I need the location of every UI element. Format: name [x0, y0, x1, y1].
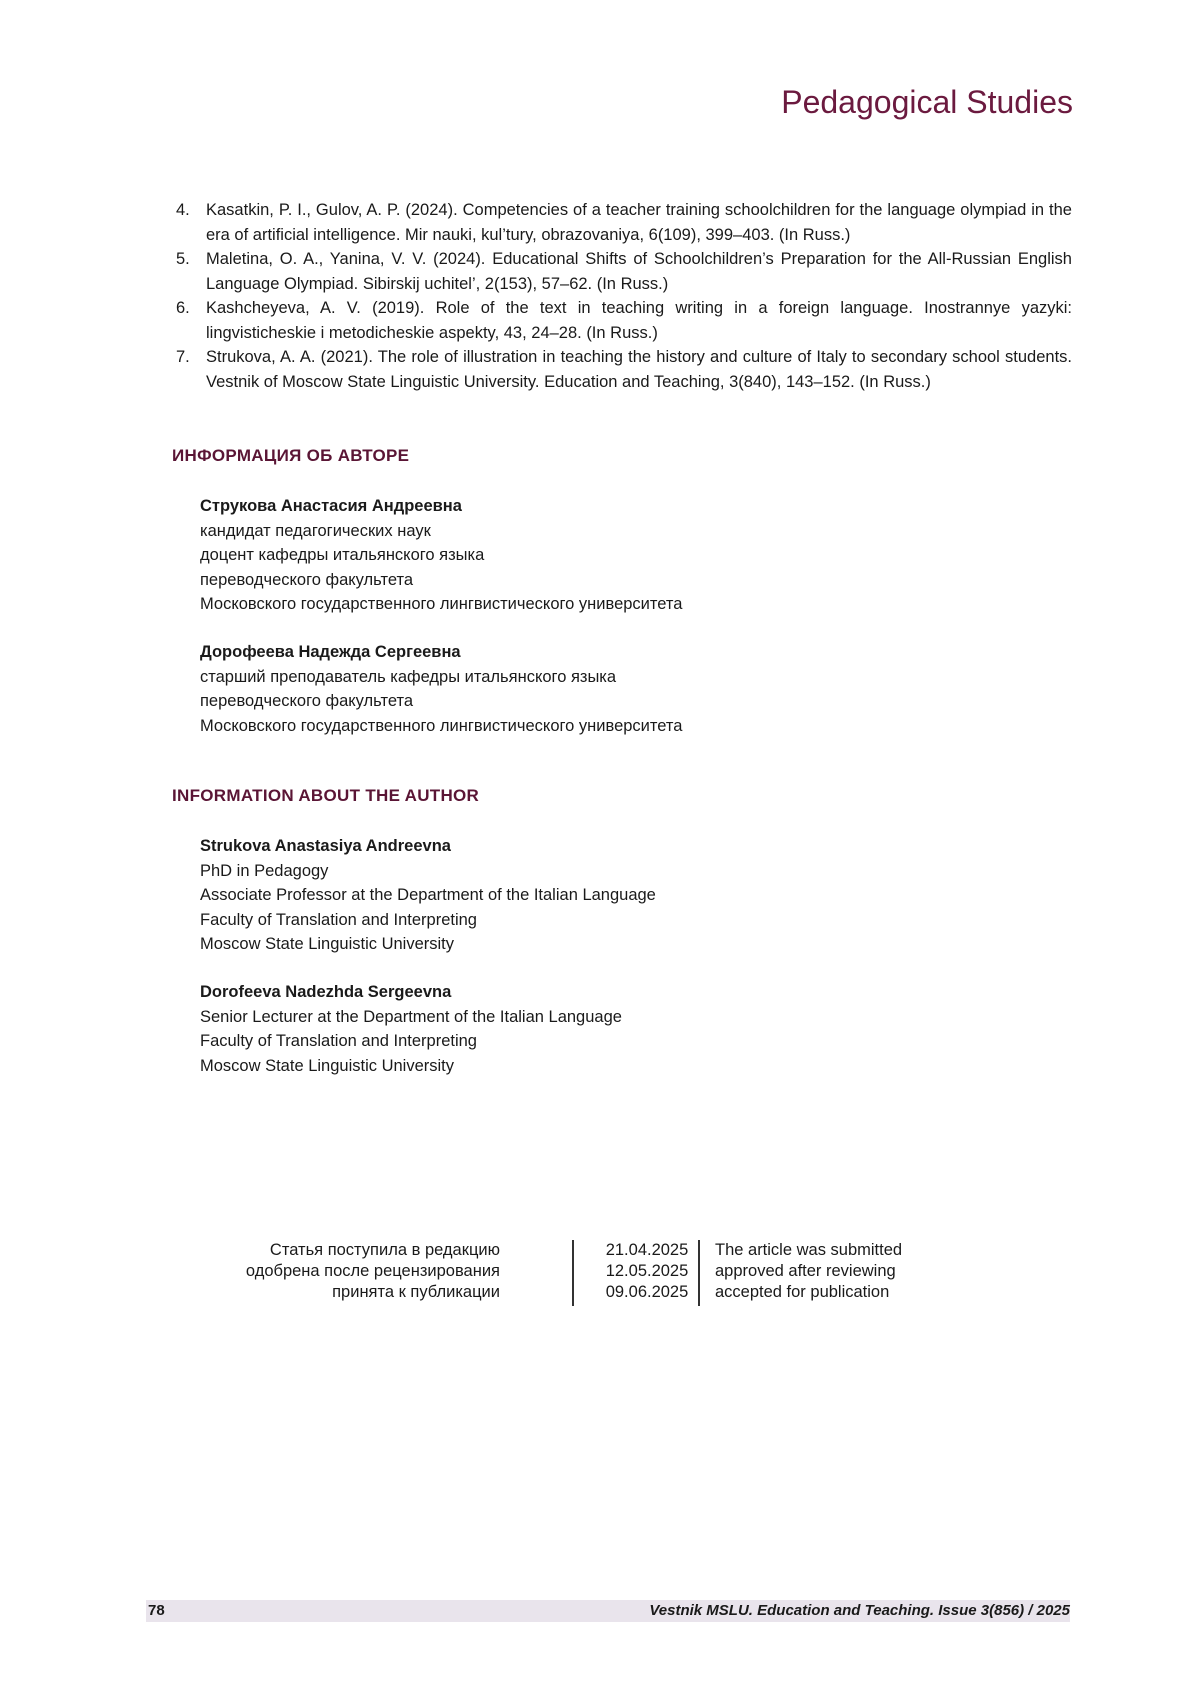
author-line: Московского государственного лингвистического университета — [200, 595, 683, 613]
author-name: Strukova Anastasiya Andreevna — [200, 837, 451, 855]
dates-ru-labels: Статья поступила в редакцию одобрена после рецензирования принята к публикации — [245, 1241, 500, 1301]
en-author-heading: INFORMATION ABOUT THE AUTHOR — [172, 786, 480, 805]
dates-separator — [572, 1240, 574, 1306]
author-line: старший преподаватель кафедры итальянского языка — [200, 667, 617, 686]
en-author-1 — [200, 834, 656, 957]
author-line: доцент кафедры итальянского языка — [200, 546, 485, 564]
ru-author-1 — [200, 494, 682, 617]
page-number: 78 — [148, 1602, 165, 1619]
author-name: Dorofeeva Nadezhda Sergeevna — [200, 983, 452, 1001]
author-line: Московского государственного лингвистического университета — [200, 716, 683, 735]
reference-item: 5. Maletina, O. A., Yanina, V. V. (2024). Educational Shifts of Schoolchildren’s Preparation for the All-Russian English Language Olympiad. Sibirskij uchitel’, 2(153), 57–62. (In Russ.) — [176, 250, 1072, 293]
dates-values: 21.04.2025 12.05.2025 09.06.2025 — [605, 1241, 689, 1301]
author-line: Associate Professor at the Department of the Italian Language — [200, 886, 656, 904]
author-name: Дорофеева Надежда Сергеевна — [200, 643, 461, 661]
author-line: переводческого факультета — [200, 692, 414, 710]
author-line: Faculty of Translation and Interpreting — [200, 910, 477, 929]
dates-separator — [698, 1240, 700, 1306]
author-name: Струкова Анастасия Андреевна — [200, 497, 462, 515]
page-title: Pedagogical Studies — [781, 84, 1073, 120]
reference-item: 4. Kasatkin, P. I., Gulov, A. P. (2024). Competencies of a teacher training schoolchildren for the language olympiad in the era of artificial intelligence. Mir nauki, kul’tury, obrazovaniya, 6(109), 399–403. (In Russ.) — [176, 201, 1072, 244]
author-line: Faculty of Translation and Interpreting — [200, 1032, 477, 1050]
ru-author-heading: ИНФОРМАЦИЯ ОБ АВТОРЕ — [172, 446, 410, 465]
author-line: PhD in Pedagogy — [200, 861, 329, 880]
dates-en-labels: The article was submitted approved after reviewing accepted for publication — [715, 1241, 903, 1301]
journal-title: Vestnik MSLU. Education and Teaching. Issue 3(856) / 2025 — [649, 1602, 1070, 1619]
author-line: Senior Lecturer at the Department of the Italian Language — [200, 1007, 622, 1026]
author-line: кандидат педагогических наук — [200, 521, 431, 540]
author-line: Moscow State Linguistic University — [200, 1056, 455, 1075]
reference-item: 6. Kashcheyeva, A. V. (2019). Role of the text in teaching writing in a foreign language. Inostrannye yazyki: lingvisticheskie i metodicheskie aspekty, 43, 24–28. (In Russ.) — [176, 299, 1072, 342]
author-line: переводческого факультета — [200, 570, 414, 589]
reference-list — [172, 198, 1072, 394]
author-line: Moscow State Linguistic University — [200, 935, 455, 953]
en-author-2 — [200, 980, 622, 1078]
reference-item: 7. Strukova, A. A. (2021). The role of illustration in teaching the history and culture of Italy to secondary school students. Vestnik of Moscow State Linguistic University. Education and Teaching, 3(840), 143–152. (In Russ.) — [176, 348, 1072, 391]
ru-author-2 — [200, 640, 682, 738]
